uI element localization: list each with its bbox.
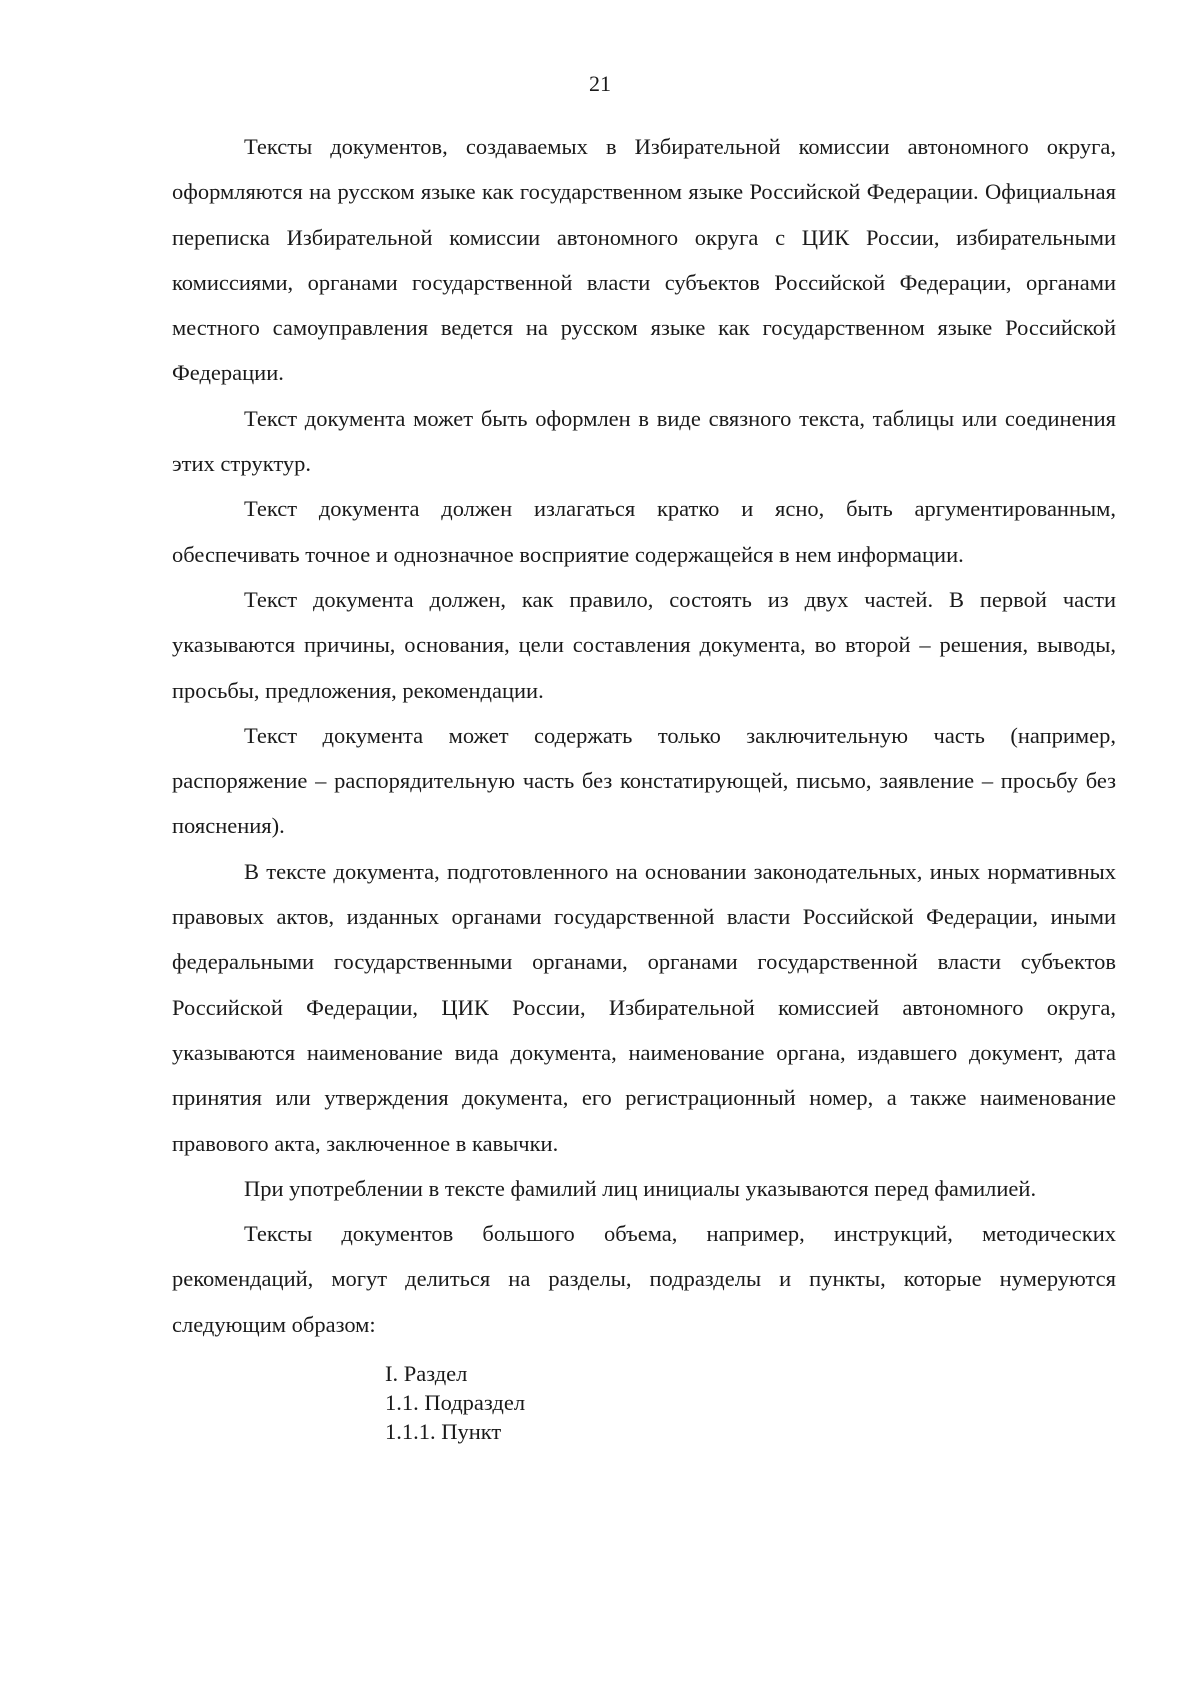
paragraph-document-language: Тексты документов, создаваемых в Избирательной комиссии автономного округа, оформляются на русском языке как государственном языке Российской Федерации. Официальная переписка Избирательной комиссии автономного округа с ЦИК России, избирательными комиссиями, органами государственной власти субъектов Российской Федерации, органами местного самоуправления ведется на русском языке как государственном языке Российской Федерации. <box>172 134 1116 386</box>
paragraph-text-parts: Текст документа должен, как правило, состоять из двух частей. В первой части указываются причины, основания, цели составления документа, во второй – решения, выводы, просьбы, предложения, рекомендации. <box>172 586 1116 703</box>
numbering-item: 1.1.1. Пункт <box>385 1419 502 1445</box>
paragraph-large-documents: Тексты документов большого объема, например, инструкций, методических рекомендаций, могут делиться на разделы, подразделы и пункты, которые нумеруются следующим образом: <box>172 1221 1116 1337</box>
paragraph-final-part: Текст документа может содержать только заключительную часть (например, распоряжение – распорядительную часть без констатирующей, письмо, заявление – просьбу без пояснения). <box>172 722 1116 839</box>
page-number: 21 <box>589 71 611 96</box>
paragraph-text-clarity: Текст документа должен излагаться кратко и ясно, быть аргументированным, обеспечивать точное и однозначное восприятие содержащейся в нем информации. <box>172 496 1116 567</box>
numbering-section: I. Раздел <box>385 1361 468 1387</box>
numbering-example <box>385 1359 1116 1446</box>
paragraph-initials: При употреблении в тексте фамилий лиц инициалы указываются перед фамилией. <box>244 1175 1037 1201</box>
paragraph-legal-acts: В тексте документа, подготовленного на основании законодательных, иных нормативных правовых актов, изданных органами государственной власти Российской Федерации, иными федеральными государственными органами, органами государственной власти субъектов Российской Федерации, ЦИК России, Избирательной комиссией автономного округа, указываются наименование вида документа, наименование органа, издавшего документ, дата принятия или утверждения документа, его регистрационный номер, а также наименование правового акта, заключенное в кавычки. <box>172 858 1116 1156</box>
paragraph-text-form: Текст документа может быть оформлен в виде связного текста, таблицы или соединения этих структур. <box>172 405 1116 477</box>
numbering-subsection: 1.1. Подраздел <box>385 1390 526 1416</box>
document-body <box>172 124 1116 1446</box>
